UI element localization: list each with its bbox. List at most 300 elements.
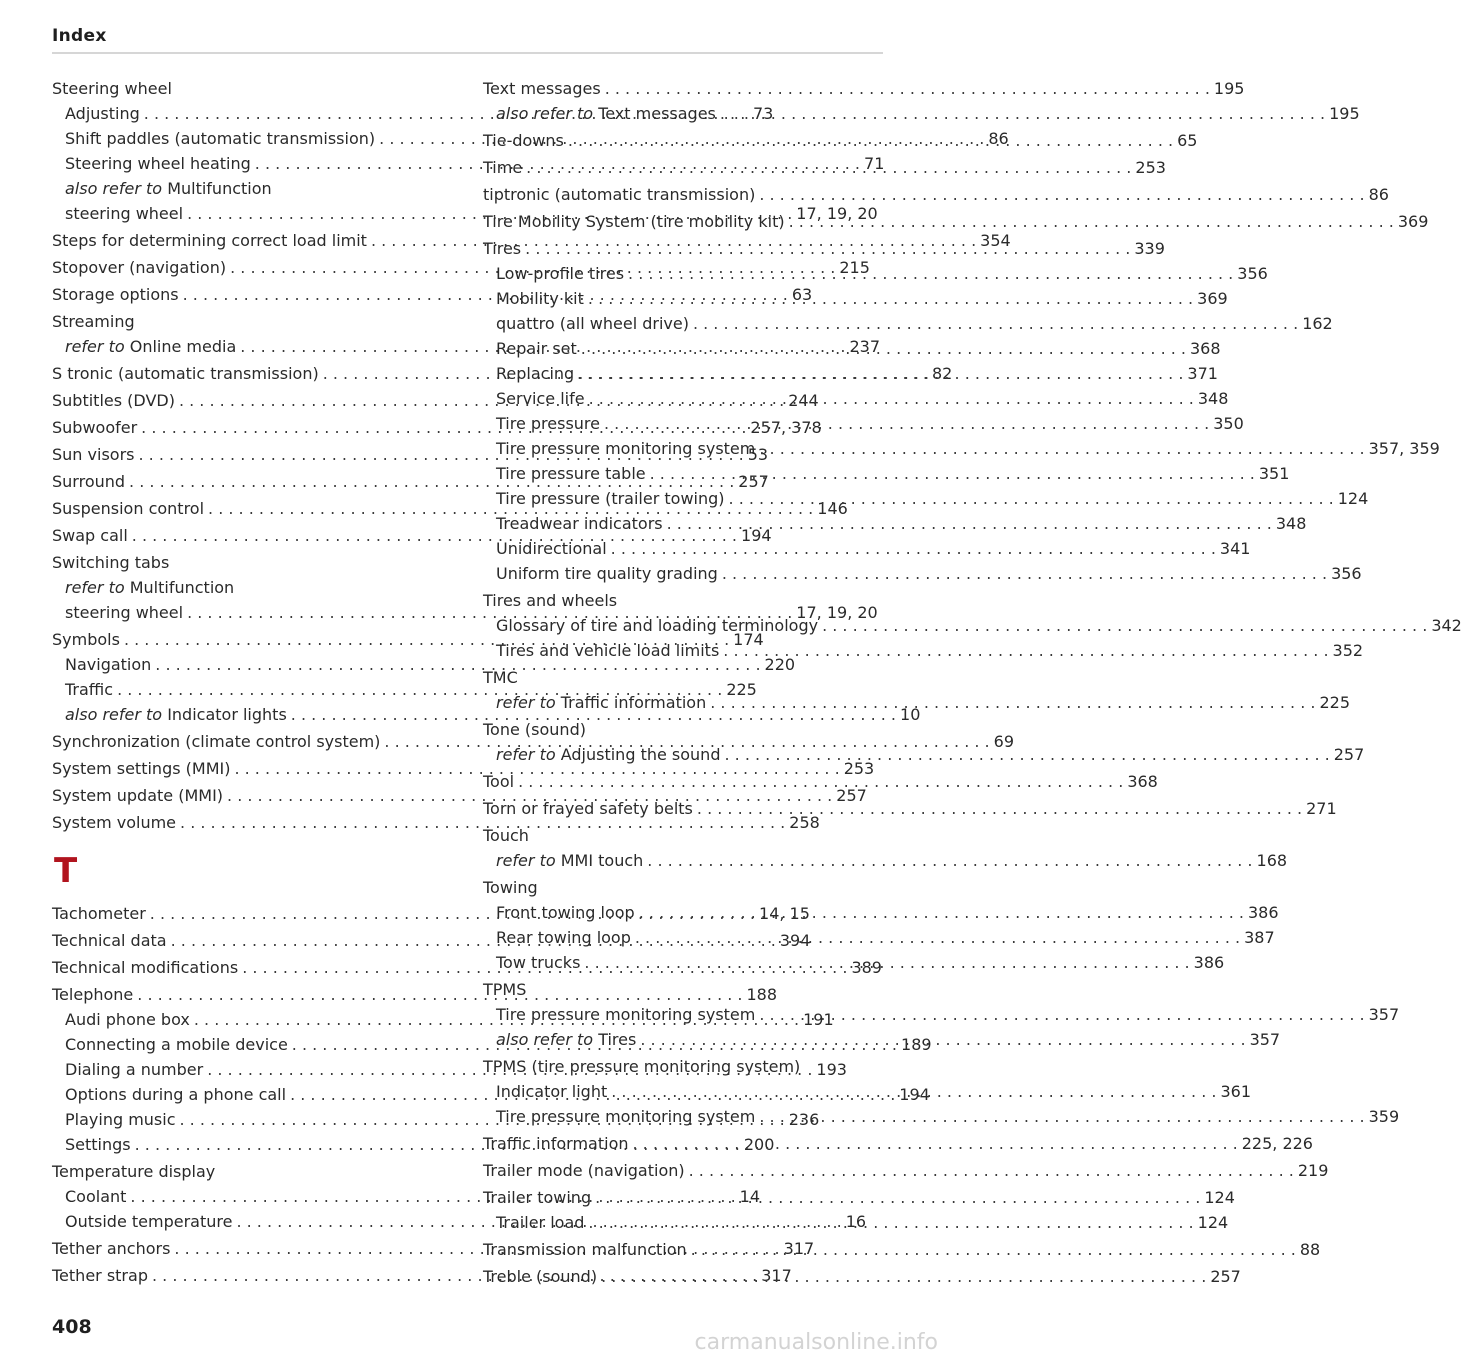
index-term xyxy=(52,282,179,307)
index-subentry xyxy=(483,386,1229,411)
index-term xyxy=(52,901,146,926)
index-term-text: Tone (sound) xyxy=(483,720,586,739)
index-term xyxy=(52,228,367,253)
index-term xyxy=(52,1263,148,1288)
index-page-refs: 257 xyxy=(836,786,867,805)
index-term xyxy=(483,1002,755,1027)
index-page-refs: 195 xyxy=(1213,79,1245,98)
index-subentry xyxy=(483,561,1362,586)
dot-leader xyxy=(724,742,1329,767)
index-term xyxy=(483,717,586,742)
index-entry xyxy=(52,756,875,781)
index-subentry xyxy=(483,261,1268,286)
index-page-refs: 258 xyxy=(789,813,820,832)
index-term-text: System update (MMI) xyxy=(52,786,224,805)
index-term-text: Tire Mobility System (tire mobility kit) xyxy=(483,212,785,231)
index-entry xyxy=(483,717,883,742)
index-page-refs: 188 xyxy=(746,985,778,1004)
index-term-text: Rear towing loop xyxy=(496,928,631,947)
index-term-text: Outside temperature xyxy=(65,1212,233,1231)
index-term xyxy=(52,1184,126,1209)
index-term xyxy=(483,1210,584,1235)
index-term xyxy=(483,588,617,613)
index-page-refs: 361 xyxy=(1220,1082,1252,1101)
index-term-text: Time xyxy=(483,158,523,177)
dot-leader xyxy=(611,1079,1216,1104)
index-term-text: Online media xyxy=(129,337,237,356)
index-term xyxy=(52,469,125,494)
index-page-refs: 194 xyxy=(899,1085,930,1104)
index-term xyxy=(483,286,584,311)
index-term-text: Steps for determining correct load limit xyxy=(52,231,367,250)
index-subentry xyxy=(483,436,1440,461)
dot-leader xyxy=(568,128,1173,153)
index-term xyxy=(483,769,514,794)
index-term xyxy=(483,436,755,461)
index-term-text: Steering wheel xyxy=(52,79,172,98)
index-term-text: Tire pressure monitoring system xyxy=(496,1005,756,1024)
index-term xyxy=(52,415,137,440)
index-entry xyxy=(483,875,883,900)
index-term-text: Text messages xyxy=(598,104,716,123)
index-term xyxy=(483,336,577,361)
dot-leader xyxy=(639,900,1244,925)
index-page-refs: 124 xyxy=(1197,1213,1229,1232)
index-term-text: TPMS xyxy=(483,980,527,999)
index-term-text: Options during a phone call xyxy=(65,1085,287,1104)
index-term-text: Mobility kit xyxy=(496,289,584,308)
index-term-text: Treadwear indicators xyxy=(496,514,663,533)
index-page-refs: 257 xyxy=(1333,745,1365,764)
cross-reference-prefix: refer to xyxy=(65,337,125,356)
index-entry xyxy=(483,76,1245,101)
index-term-text: Text messages xyxy=(483,79,601,98)
index-term xyxy=(52,1107,176,1132)
index-term xyxy=(52,255,226,280)
index-subentry xyxy=(483,411,1244,436)
index-subentry xyxy=(483,848,1288,873)
index-page-refs: 69 xyxy=(993,732,1014,751)
index-term xyxy=(483,561,718,586)
index-page-refs: 193 xyxy=(816,1060,847,1079)
index-page-refs: 14 xyxy=(739,1187,761,1206)
index-term-text: Audi phone box xyxy=(65,1010,190,1029)
index-term-text: TPMS (tire pressure monitoring system) xyxy=(483,1057,801,1076)
index-term xyxy=(483,1079,607,1104)
index-page-refs: 357 xyxy=(1368,1005,1400,1024)
index-term-text: Sun visors xyxy=(52,445,135,464)
index-term xyxy=(52,955,238,980)
index-entry xyxy=(483,665,883,690)
index-term xyxy=(483,1185,591,1210)
dot-leader xyxy=(611,536,1216,561)
cross-reference-prefix: refer to xyxy=(496,851,556,870)
index-page-refs: 88 xyxy=(1299,1240,1321,1259)
index-term-text: Towing xyxy=(483,878,538,897)
index-term xyxy=(52,1132,131,1157)
index-term-text: Technical modifications xyxy=(52,958,239,977)
index-term-text: tiptronic (automatic transmission) xyxy=(483,185,756,204)
index-page-refs: 317 xyxy=(783,1239,815,1258)
index-entry xyxy=(483,209,1429,234)
index-term-text: Switching tabs xyxy=(52,553,170,572)
index-term xyxy=(52,652,151,677)
index-term-text: Replacing xyxy=(496,364,575,383)
index-term-text: Suspension control xyxy=(52,499,205,518)
header-divider xyxy=(52,52,883,54)
dot-leader xyxy=(691,1237,1296,1262)
dot-leader xyxy=(589,386,1194,411)
index-subentry xyxy=(483,638,1364,663)
index-page-refs: 369 xyxy=(1397,212,1429,231)
dot-leader xyxy=(640,1027,1245,1052)
index-term xyxy=(52,600,183,625)
index-term-text: Traffic information xyxy=(483,1134,629,1153)
index-term xyxy=(483,1027,636,1052)
index-term xyxy=(483,236,521,261)
index-entry xyxy=(483,977,883,1002)
index-page-refs: 63 xyxy=(791,285,813,304)
index-page-refs: 389 xyxy=(851,958,882,977)
index-term-text: Service life xyxy=(496,389,585,408)
index-term xyxy=(52,575,234,600)
page-number: 408 xyxy=(52,1316,92,1338)
index-subentry xyxy=(483,336,1221,361)
index-term-text: Tachometer xyxy=(52,904,146,923)
index-page-refs: 189 xyxy=(901,1035,932,1054)
index-term xyxy=(52,361,319,386)
dot-leader xyxy=(693,311,1298,336)
index-term xyxy=(52,783,223,808)
index-page-refs: 348 xyxy=(1275,514,1307,533)
index-entry xyxy=(52,810,820,835)
index-page-refs: 14, 15 xyxy=(759,904,810,923)
index-page-refs: 195 xyxy=(1329,104,1360,123)
index-page-refs: 65 xyxy=(1177,131,1198,150)
index-subentry xyxy=(483,101,1360,126)
index-term-text: Streaming xyxy=(52,312,135,331)
index-term xyxy=(52,334,236,359)
index-term xyxy=(52,126,375,151)
dot-leader xyxy=(720,101,1325,126)
cross-reference-prefix: also refer to xyxy=(496,1030,594,1049)
index-term xyxy=(52,756,230,781)
index-entry xyxy=(483,1158,1329,1183)
index-term-text: Trailer mode (navigation) xyxy=(483,1161,685,1180)
dot-leader xyxy=(595,1185,1200,1210)
index-term xyxy=(483,1264,597,1289)
dot-leader xyxy=(822,613,1427,638)
index-term-text: steering wheel xyxy=(65,204,184,223)
index-page-refs: 386 xyxy=(1193,953,1225,972)
index-term-text: Subwoofer xyxy=(52,418,138,437)
index-term xyxy=(483,1104,755,1129)
index-term xyxy=(483,925,631,950)
index-page-refs: 86 xyxy=(1368,185,1389,204)
index-page-refs: 350 xyxy=(1213,414,1244,433)
index-subentry xyxy=(52,176,452,201)
index-term-text: Tires and vehicle load limits xyxy=(496,641,720,660)
index-term-text: Shift paddles (automatic transmission) xyxy=(65,129,376,148)
dot-leader xyxy=(710,690,1315,715)
index-term-text: Traffic xyxy=(65,680,114,699)
index-term-text: Storage options xyxy=(52,285,179,304)
index-page-refs: 357 xyxy=(1249,1030,1281,1049)
dot-leader xyxy=(526,155,1131,180)
index-term-text: Subtitles (DVD) xyxy=(52,391,175,410)
index-term-text: Glossary of tire and loading terminology xyxy=(496,616,819,635)
index-term xyxy=(483,613,818,638)
index-term xyxy=(483,101,716,126)
index-term-text: Front towing loop xyxy=(496,903,635,922)
index-term-text: Telephone xyxy=(52,985,134,1004)
cross-reference-prefix: also refer to xyxy=(496,104,594,123)
index-term xyxy=(52,677,113,702)
index-page-refs: 352 xyxy=(1332,641,1364,660)
index-term xyxy=(52,550,169,575)
index-term-text: Torn or frayed safety belts xyxy=(483,799,693,818)
index-term-text: Tire pressure xyxy=(496,414,600,433)
index-page-refs: 71 xyxy=(864,154,885,173)
index-term xyxy=(483,155,522,180)
index-term xyxy=(483,1131,629,1156)
index-page-refs: 162 xyxy=(1302,314,1333,333)
index-subentry xyxy=(483,486,1369,511)
index-term xyxy=(52,442,134,467)
index-term xyxy=(483,511,663,536)
index-page-refs: 17, 19, 20 xyxy=(796,603,878,622)
index-page-refs: 168 xyxy=(1256,851,1288,870)
index-page-refs: 357, 359 xyxy=(1368,439,1440,458)
index-term-text: Multifunction xyxy=(167,179,272,198)
index-term xyxy=(52,1032,288,1057)
index-page-refs: 387 xyxy=(1244,928,1275,947)
index-entry xyxy=(483,769,1158,794)
index-term xyxy=(52,1007,190,1032)
index-term xyxy=(483,665,518,690)
index-term xyxy=(52,1159,215,1184)
index-page-refs: 124 xyxy=(1204,1188,1235,1207)
index-term xyxy=(483,1237,687,1262)
index-term-text: Settings xyxy=(65,1135,131,1154)
index-term-text: Tire pressure monitoring system xyxy=(496,1107,756,1126)
index-page-refs: 257, 378 xyxy=(750,418,822,437)
index-term xyxy=(483,796,693,821)
index-subentry xyxy=(483,1210,1229,1235)
index-subentry xyxy=(483,286,1228,311)
dot-leader xyxy=(605,76,1210,101)
index-term xyxy=(483,461,646,486)
page-header-title: Index xyxy=(52,26,107,46)
index-term xyxy=(52,928,167,953)
index-page-refs: 220 xyxy=(764,655,796,674)
dot-leader xyxy=(628,261,1233,286)
index-page-refs: 253 xyxy=(843,759,875,778)
index-term-text: Trailer towing xyxy=(483,1188,592,1207)
index-page-refs: 194 xyxy=(741,526,772,545)
index-term-text: Indicator lights xyxy=(167,705,287,724)
index-term-text: Tires xyxy=(598,1030,637,1049)
index-term xyxy=(483,536,607,561)
dot-leader xyxy=(689,1158,1294,1183)
index-term-text: Adjusting xyxy=(65,104,140,123)
index-term-text: Tether anchors xyxy=(52,1239,171,1258)
index-term xyxy=(483,411,600,436)
dot-leader xyxy=(789,209,1394,234)
index-page-refs: 237 xyxy=(849,337,881,356)
index-term-text: steering wheel xyxy=(65,603,184,622)
dot-leader xyxy=(604,411,1209,436)
index-term xyxy=(52,151,251,176)
index-page-refs: 257 xyxy=(738,472,769,491)
index-entry xyxy=(483,823,883,848)
index-term-text: Unidirectional xyxy=(496,539,607,558)
index-term xyxy=(52,388,175,413)
index-subentry xyxy=(483,511,1307,536)
index-term xyxy=(483,261,624,286)
index-page-refs: 368 xyxy=(1127,772,1158,791)
cross-reference-prefix: refer to xyxy=(65,578,125,597)
index-term-text: Stopover (navigation) xyxy=(52,258,227,277)
index-term-text: Low-profile tires xyxy=(496,264,625,283)
index-term-text: Uniform tire quality grading xyxy=(496,564,718,583)
index-entry xyxy=(483,1264,1241,1289)
index-term-text: Dialing a number xyxy=(65,1060,204,1079)
index-term xyxy=(483,900,635,925)
dot-leader xyxy=(518,769,1123,794)
index-page-refs: 271 xyxy=(1306,799,1337,818)
dot-leader xyxy=(759,1002,1364,1027)
index-term-text: quattro (all wheel drive) xyxy=(496,314,689,333)
index-term xyxy=(483,386,585,411)
dot-leader xyxy=(581,336,1186,361)
index-entry xyxy=(483,1054,883,1079)
index-subentry xyxy=(483,900,1279,925)
index-term xyxy=(52,1236,170,1261)
index-term-text: Tie-downs xyxy=(483,131,564,150)
index-term xyxy=(483,742,720,767)
index-term xyxy=(483,209,785,234)
cross-reference-prefix: also refer to xyxy=(65,705,163,724)
index-term xyxy=(52,176,272,201)
index-term xyxy=(483,486,725,511)
index-term xyxy=(483,76,601,101)
index-term xyxy=(52,496,204,521)
index-page-refs: 244 xyxy=(788,391,819,410)
index-term xyxy=(52,523,128,548)
index-page-refs: 236 xyxy=(788,1110,820,1129)
index-page-refs: 53 xyxy=(747,445,769,464)
index-page-refs: 368 xyxy=(1190,339,1221,358)
dot-leader xyxy=(578,361,1183,386)
index-entry xyxy=(483,796,1337,821)
index-term xyxy=(52,810,176,835)
index-page-refs: 369 xyxy=(1197,289,1228,308)
index-entry xyxy=(52,1159,452,1184)
dot-leader xyxy=(588,286,1193,311)
index-page-refs: 10 xyxy=(900,705,921,724)
index-term xyxy=(483,1054,800,1079)
section-letter-t: T xyxy=(54,851,78,891)
index-entry xyxy=(483,1131,1313,1156)
index-term-text: Tire pressure table xyxy=(496,464,646,483)
index-term-text: Touch xyxy=(483,826,529,845)
index-page-refs: 86 xyxy=(988,129,1009,148)
index-term-text: Transmission malfunction xyxy=(483,1240,687,1259)
index-entry xyxy=(483,155,1166,180)
index-term-text: System volume xyxy=(52,813,177,832)
index-subentry xyxy=(483,925,1275,950)
index-page-refs: 341 xyxy=(1219,539,1251,558)
index-term-text: System settings (MMI) xyxy=(52,759,231,778)
index-page-refs: 386 xyxy=(1247,903,1279,922)
index-entry xyxy=(483,1237,1321,1262)
index-term xyxy=(483,690,706,715)
index-subentry xyxy=(483,536,1251,561)
index-subentry xyxy=(52,575,452,600)
index-entry xyxy=(52,76,452,101)
index-term xyxy=(52,1082,286,1107)
index-term-text: Adjusting the sound xyxy=(560,745,721,764)
index-entry xyxy=(52,309,452,334)
index-term-text: Synchronization (climate control system) xyxy=(52,732,381,751)
index-term-text: Technical data xyxy=(52,931,167,950)
index-page-refs: 215 xyxy=(839,258,870,277)
index-term xyxy=(483,361,574,386)
index-term-text: Tire pressure monitoring system xyxy=(496,439,756,458)
index-entry xyxy=(483,1185,1235,1210)
index-subentry xyxy=(483,1002,1400,1027)
cross-reference-prefix: refer to xyxy=(496,745,556,764)
index-term-text: Coolant xyxy=(65,1187,127,1206)
index-entry xyxy=(52,783,867,808)
index-term xyxy=(483,875,538,900)
dot-leader xyxy=(601,1264,1206,1289)
dot-leader xyxy=(667,511,1272,536)
index-term xyxy=(483,823,529,848)
index-subentry xyxy=(483,950,1225,975)
dot-leader xyxy=(759,1104,1364,1129)
index-term-text: S tronic (automatic transmission) xyxy=(52,364,319,383)
index-term xyxy=(52,702,287,727)
index-term-text: TMC xyxy=(483,668,518,687)
dot-leader xyxy=(759,436,1364,461)
index-term-text: Tool xyxy=(483,772,515,791)
index-subentry xyxy=(52,652,796,677)
dot-leader xyxy=(635,925,1240,950)
index-term xyxy=(52,309,135,334)
index-term xyxy=(483,1158,685,1183)
index-page-refs: 359 xyxy=(1368,1107,1400,1126)
index-term xyxy=(483,128,564,153)
index-page-refs: 200 xyxy=(743,1135,775,1154)
index-page-refs: 124 xyxy=(1337,489,1369,508)
index-term xyxy=(52,1057,203,1082)
index-entry xyxy=(483,182,1389,207)
index-term xyxy=(483,638,719,663)
index-page-refs: 146 xyxy=(817,499,848,518)
index-term xyxy=(52,101,140,126)
index-term xyxy=(52,627,120,652)
dot-leader xyxy=(697,796,1302,821)
index-term-text: Tether strap xyxy=(52,1266,148,1285)
index-page-refs: 351 xyxy=(1258,464,1290,483)
dot-leader xyxy=(633,1131,1238,1156)
cross-reference-prefix: also refer to xyxy=(65,179,163,198)
index-page-refs: 17, 19, 20 xyxy=(796,204,878,223)
index-term xyxy=(483,977,526,1002)
index-page-refs: 354 xyxy=(980,231,1011,250)
